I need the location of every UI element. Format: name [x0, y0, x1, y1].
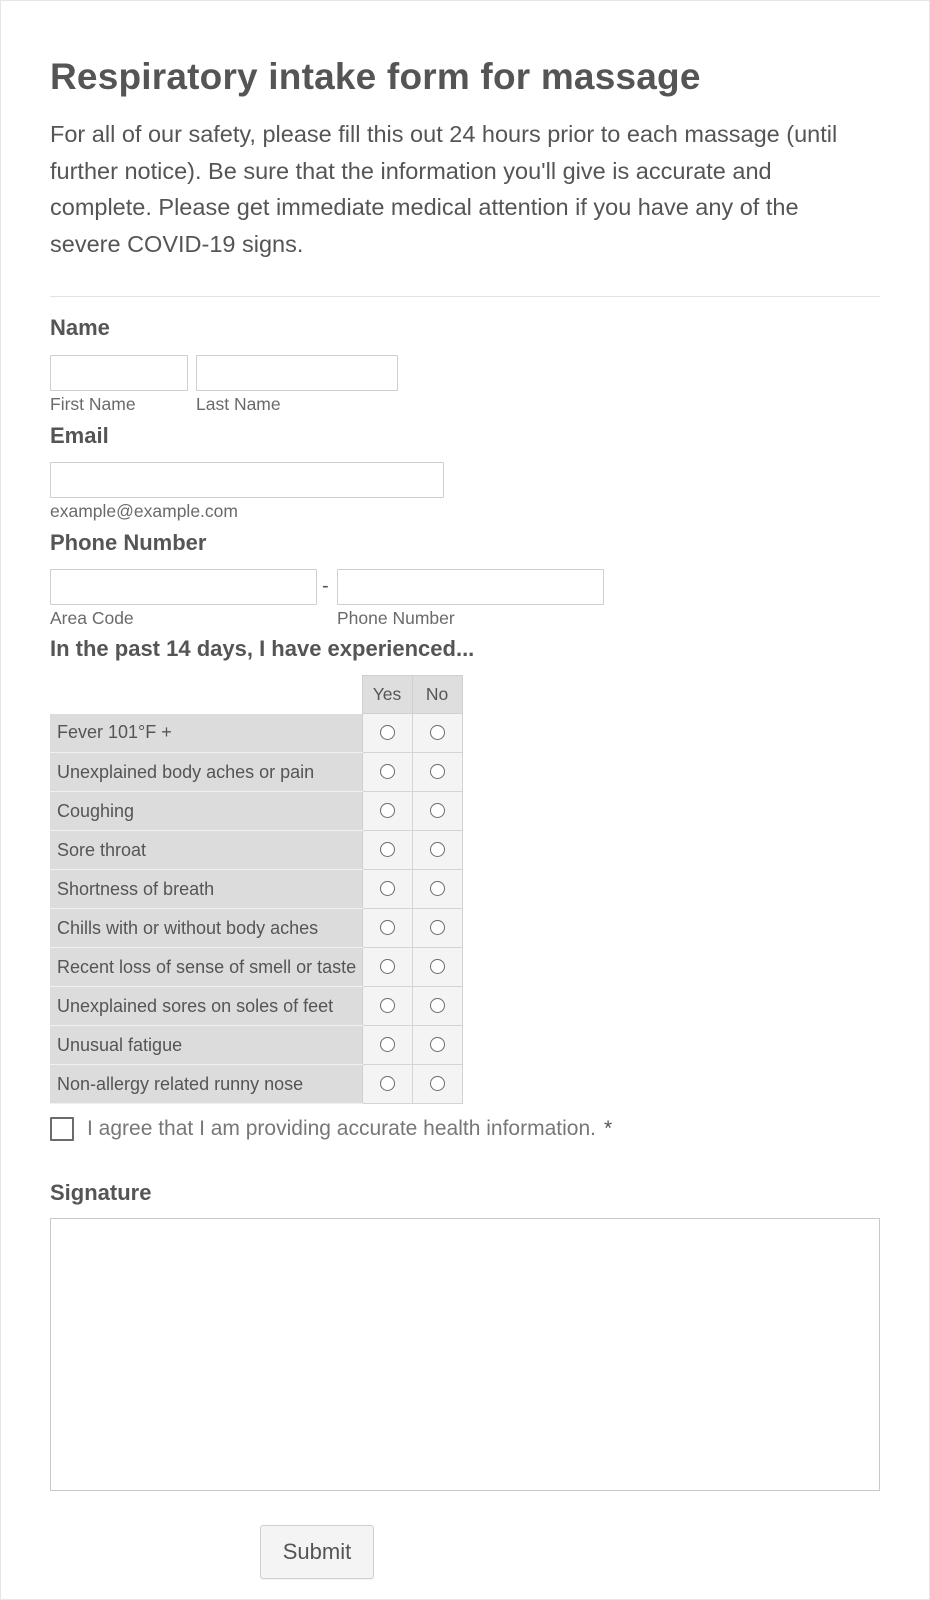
- radio-yes[interactable]: [380, 842, 395, 857]
- matrix-cell-no: [412, 714, 462, 753]
- matrix-row-label: Coughing: [50, 792, 362, 831]
- radio-no[interactable]: [430, 998, 445, 1013]
- radio-no[interactable]: [430, 725, 445, 740]
- matrix-column-yes: Yes: [362, 676, 412, 714]
- matrix-cell-no: [412, 831, 462, 870]
- submit-button[interactable]: Submit: [260, 1525, 374, 1579]
- matrix-corner: [50, 676, 362, 714]
- first-name-sublabel: First Name: [50, 394, 136, 414]
- matrix-row-label: Non-allergy related runny nose: [50, 1065, 362, 1104]
- radio-no[interactable]: [430, 803, 445, 818]
- matrix-row-label: Unexplained body aches or pain: [50, 753, 362, 792]
- matrix-row: [50, 792, 462, 831]
- matrix-cell-no: [412, 948, 462, 987]
- matrix-row: [50, 1026, 462, 1065]
- name-label: Name: [50, 315, 110, 340]
- first-name-input[interactable]: [50, 355, 188, 391]
- matrix-row: [50, 870, 462, 909]
- matrix-cell-yes: [362, 792, 412, 831]
- radio-yes[interactable]: [380, 959, 395, 974]
- radio-yes[interactable]: [380, 881, 395, 896]
- matrix-cell-yes: [362, 1026, 412, 1065]
- agreement-label: [87, 1117, 612, 1141]
- radio-yes[interactable]: [380, 725, 395, 740]
- matrix-cell-yes: [362, 1065, 412, 1104]
- matrix-row: [50, 753, 462, 792]
- symptoms-matrix: [50, 675, 463, 1104]
- matrix-cell-yes: [362, 987, 412, 1026]
- radio-no[interactable]: [430, 920, 445, 935]
- form-title: Respiratory intake form for massage: [50, 56, 701, 97]
- matrix-row: [50, 831, 462, 870]
- matrix-cell-no: [412, 1026, 462, 1065]
- matrix-cell-no: [412, 753, 462, 792]
- matrix-header-row: [50, 676, 462, 714]
- matrix-row: [50, 909, 462, 948]
- matrix-cell-no: [412, 870, 462, 909]
- matrix-row: [50, 987, 462, 1026]
- matrix-row-label: Shortness of breath: [50, 870, 362, 909]
- radio-yes[interactable]: [380, 764, 395, 779]
- matrix-cell-no: [412, 909, 462, 948]
- area-code-input[interactable]: [50, 569, 317, 605]
- signature-label: Signature: [50, 1180, 152, 1205]
- matrix-cell-no: [412, 987, 462, 1026]
- signature-pad[interactable]: [50, 1218, 880, 1491]
- matrix-cell-yes: [362, 753, 412, 792]
- matrix-cell-yes: [362, 870, 412, 909]
- radio-no[interactable]: [430, 959, 445, 974]
- radio-yes[interactable]: [380, 1037, 395, 1052]
- radio-yes[interactable]: [380, 803, 395, 818]
- radio-no[interactable]: [430, 1037, 445, 1052]
- matrix-row: [50, 714, 462, 753]
- header-divider: [50, 296, 880, 297]
- radio-yes[interactable]: [380, 920, 395, 935]
- matrix-row: [50, 1065, 462, 1104]
- radio-yes[interactable]: [380, 998, 395, 1013]
- last-name-input[interactable]: [196, 355, 398, 391]
- form-intro: For all of our safety, please fill this out 24 hours prior to each massage (until further notice). Be sure that the information you'll give is accurate and complete. Please get immediate medical attention if you have any of the severe COVID-19 signs.: [50, 121, 838, 257]
- radio-no[interactable]: [430, 1076, 445, 1091]
- matrix-row-label: Unusual fatigue: [50, 1026, 362, 1065]
- phone-number-sublabel: Phone Number: [337, 608, 455, 628]
- agreement-text: I agree that I am providing accurate health information.: [87, 1117, 596, 1140]
- radio-no[interactable]: [430, 764, 445, 779]
- matrix-row-label: Chills with or without body aches: [50, 909, 362, 948]
- area-code-sublabel: Area Code: [50, 608, 134, 628]
- last-name-sublabel: Last Name: [196, 394, 281, 414]
- required-asterisk: *: [603, 1117, 613, 1140]
- email-label: Email: [50, 423, 109, 448]
- email-input[interactable]: [50, 462, 444, 498]
- matrix-cell-no: [412, 1065, 462, 1104]
- radio-no[interactable]: [430, 842, 445, 857]
- matrix-row-label: Fever 101°F +: [50, 714, 362, 753]
- radio-no[interactable]: [430, 881, 445, 896]
- phone-separator: -: [322, 575, 329, 597]
- matrix-cell-yes: [362, 909, 412, 948]
- phone-number-input[interactable]: [337, 569, 604, 605]
- matrix-cell-yes: [362, 948, 412, 987]
- matrix-row-label: Sore throat: [50, 831, 362, 870]
- phone-label: Phone Number: [50, 530, 207, 555]
- agreement-checkbox[interactable]: [50, 1117, 74, 1141]
- matrix-column-no: No: [412, 676, 462, 714]
- matrix-cell-no: [412, 792, 462, 831]
- symptoms-label: In the past 14 days, I have experienced...: [50, 636, 475, 661]
- email-sublabel: example@example.com: [50, 501, 238, 521]
- radio-yes[interactable]: [380, 1076, 395, 1091]
- matrix-row: [50, 948, 462, 987]
- matrix-cell-yes: [362, 714, 412, 753]
- matrix-row-label: Unexplained sores on soles of feet: [50, 987, 362, 1026]
- matrix-cell-yes: [362, 831, 412, 870]
- matrix-row-label: Recent loss of sense of smell or taste: [50, 948, 362, 987]
